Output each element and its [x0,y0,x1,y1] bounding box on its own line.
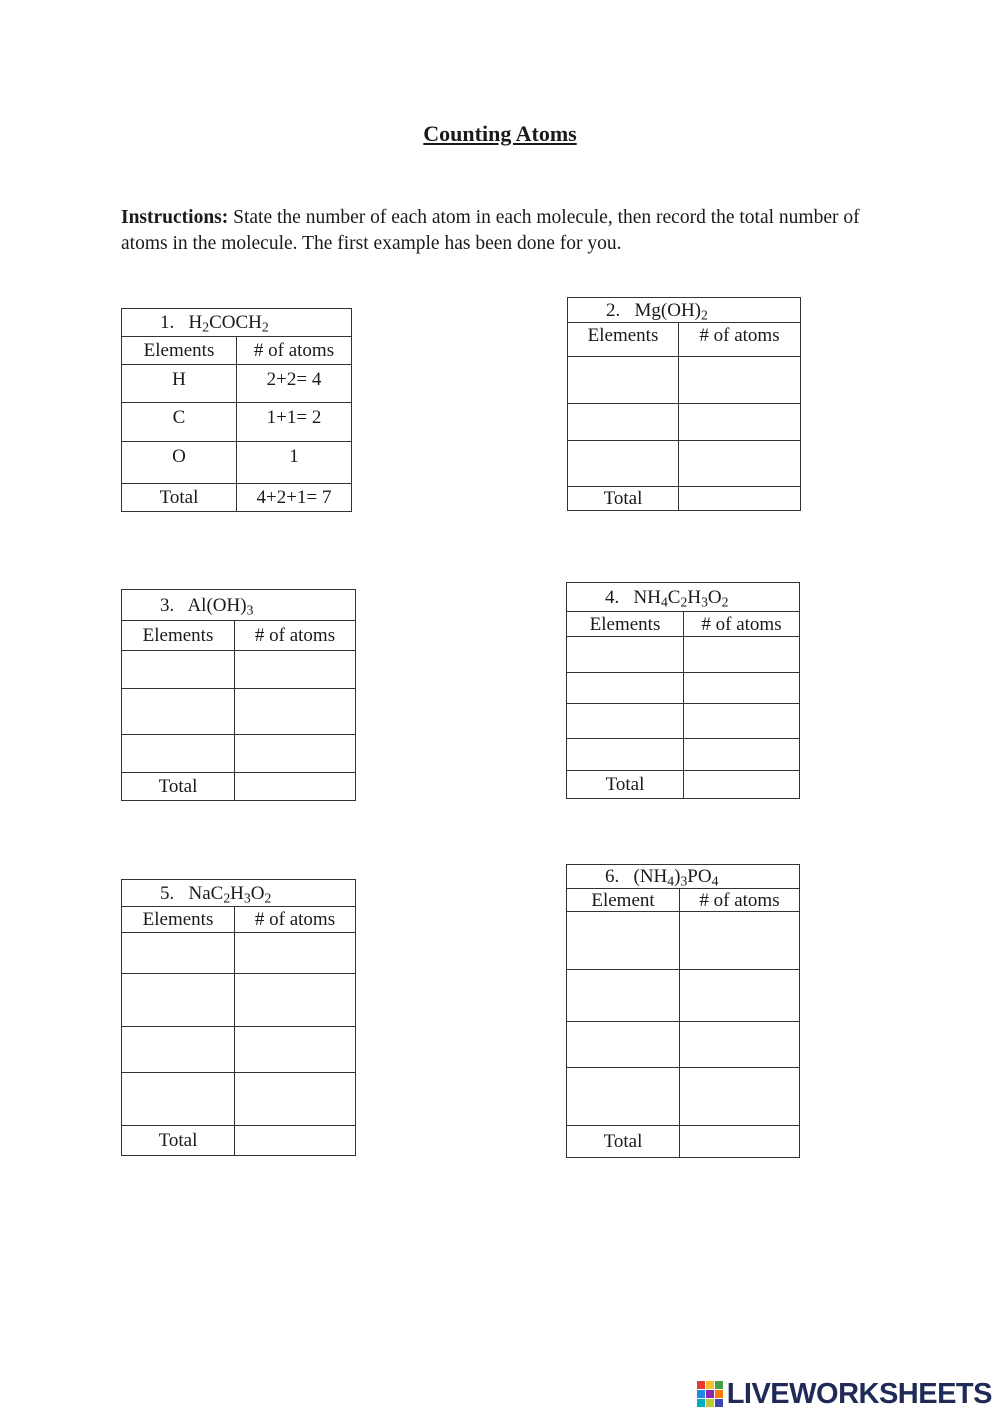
atoms-cell[interactable] [680,1022,800,1068]
molecule-formula [122,309,352,337]
table-row [122,735,356,773]
table-row [122,1027,356,1073]
column-header-row [122,621,356,651]
column-header-row [567,612,800,637]
atoms-cell[interactable] [679,404,801,441]
table-row [567,637,800,673]
question-number: 6. [605,866,620,887]
element-cell[interactable] [122,689,235,735]
molecule-formula [122,590,356,621]
table-row [122,365,352,403]
table-row [567,704,800,739]
formula-subscript: 4 [711,873,719,889]
formula-subscript: 2 [701,306,708,322]
total-value[interactable] [684,771,800,799]
table-row [122,442,352,484]
element-cell[interactable] [567,970,680,1022]
liveworksheets-wordmark: LIVEWORKSHEETS [726,1377,992,1410]
table-row [122,689,356,735]
atom-table-6 [566,864,800,1158]
formula-text: H [687,586,702,608]
element-cell[interactable] [568,404,679,441]
atoms-cell[interactable] [235,1027,356,1073]
column-header-element: Elements [122,907,235,933]
formula-text: NaC [188,882,224,904]
column-header-element: Elements [568,323,679,357]
atoms-cell[interactable] [684,637,800,673]
atoms-cell: 1+1= 2 [237,403,352,442]
atoms-cell[interactable] [235,651,356,689]
total-label: Total [567,1126,680,1158]
element-cell[interactable] [567,1068,680,1126]
formula-subscript: 3 [243,889,251,905]
column-header-atoms: # of atoms [680,889,800,912]
column-header-atoms: # of atoms [235,907,356,933]
formula-subscript: 2 [261,319,269,335]
atoms-cell[interactable] [235,974,356,1027]
element-cell[interactable] [568,357,679,404]
logo-square [706,1381,714,1389]
formula-subscript: 4 [667,873,675,889]
element-cell[interactable] [567,637,684,673]
table-row [122,403,352,442]
atoms-cell[interactable] [235,689,356,735]
table-row [568,441,801,487]
formula-subscript: 3 [246,601,254,617]
table-row [122,1073,356,1126]
table-row [568,357,801,404]
formula-text: ) [674,866,681,887]
column-header-atoms: # of atoms [684,612,800,637]
atoms-cell[interactable] [680,912,800,970]
logo-square [697,1399,705,1407]
total-label: Total [568,487,679,511]
element-cell[interactable] [567,912,680,970]
formula-row [122,590,356,621]
formula-text: O [250,882,265,904]
total-value: 4+2+1= 7 [237,484,352,512]
element-cell[interactable] [568,441,679,487]
element-cell: H [122,365,237,403]
logo-square [715,1381,723,1389]
element-cell[interactable] [567,739,684,771]
logo-square [715,1390,723,1398]
total-row [122,484,352,512]
table-row [567,1068,800,1126]
table-row [567,1022,800,1068]
total-label: Total [122,1126,235,1156]
formula-text: H [230,882,244,904]
liveworksheets-mark-icon [697,1381,723,1407]
total-row [567,771,800,799]
formula-text: H [188,312,203,333]
total-value[interactable] [235,773,356,801]
element-cell[interactable] [122,1073,235,1126]
atoms-cell[interactable] [680,1068,800,1126]
column-header-element: Elements [122,337,237,365]
formula-text: Al(OH) [187,594,247,616]
atoms-cell: 2+2= 4 [237,365,352,403]
column-header-atoms: # of atoms [235,621,356,651]
column-header-element: Elements [122,621,235,651]
atoms-cell[interactable] [679,441,801,487]
formula-subscript: 2 [202,319,210,335]
instructions-label: Instructions: [121,207,229,228]
atoms-cell[interactable] [235,735,356,773]
formula-subscript: 2 [721,593,729,609]
instructions [121,205,881,257]
table-row [567,970,800,1022]
table-row [122,651,356,689]
total-value[interactable] [235,1126,356,1156]
element-cell[interactable] [567,673,684,704]
formula-text: COCH [209,312,262,333]
column-header-atoms: # of atoms [237,337,352,365]
element-cell[interactable] [122,974,235,1027]
atoms-cell[interactable] [684,704,800,739]
formula-row [567,583,800,612]
atom-table-2 [567,297,801,511]
formula-text: NH [633,586,661,608]
formula-row [567,865,800,889]
element-cell[interactable] [567,1022,680,1068]
liveworksheets-logo [697,1379,992,1409]
column-header-element: Elements [567,612,684,637]
question-number: 2. [606,299,621,321]
element-cell[interactable] [567,704,684,739]
total-row [567,1126,800,1158]
element-cell[interactable] [122,1027,235,1073]
table-row [567,912,800,970]
atom-table-4 [566,582,800,799]
element-cell: C [122,403,237,442]
element-cell[interactable] [122,651,235,689]
column-header-row [122,907,356,933]
instructions-text: State the number of each atom in each molecule, then record the total number of atoms in the molecule. The first example has been done for you. [121,207,860,254]
formula-row [122,880,356,907]
table-row [567,739,800,771]
atom-table-3 [121,589,356,801]
formula-text: C [667,586,681,608]
total-label: Total [122,484,237,512]
atoms-cell[interactable] [235,1073,356,1126]
atoms-cell[interactable] [680,970,800,1022]
total-value[interactable] [680,1126,800,1158]
element-cell[interactable] [122,735,235,773]
formula-text: PO [687,866,712,887]
formula-row [568,298,801,323]
formula-text: Mg(OH) [634,299,701,321]
atom-table-1 [121,308,352,512]
formula-subscript: 2 [223,889,231,905]
molecule-formula [567,865,800,889]
formula-subscript: 3 [701,593,708,609]
atoms-cell[interactable] [679,357,801,404]
total-label: Total [122,773,235,801]
formula-subscript: 4 [660,593,668,609]
page-title: Counting Atoms [423,121,577,146]
formula-text: O [707,586,722,608]
formula-text: (NH [633,866,668,887]
atoms-cell: 1 [237,442,352,484]
column-header-atoms: # of atoms [679,323,801,357]
logo-square [697,1381,705,1389]
total-row [122,1126,356,1156]
formula-subscript: 3 [680,873,688,889]
formula-subscript: 2 [680,593,688,609]
element-cell[interactable] [122,933,235,974]
element-cell: O [122,442,237,484]
column-header-row [122,337,352,365]
formula-subscript: 2 [264,889,272,905]
logo-square [706,1390,714,1398]
formula-row [122,309,352,337]
logo-square [715,1399,723,1407]
question-number: 1. [160,312,175,333]
question-number: 5. [160,882,175,904]
logo-square [706,1399,714,1407]
total-row [122,773,356,801]
atoms-cell[interactable] [684,739,800,771]
atoms-cell[interactable] [684,673,800,704]
table-row [567,673,800,704]
molecule-formula [122,880,356,907]
question-number: 4. [605,586,620,608]
table-row [122,933,356,974]
logo-square [697,1390,705,1398]
table-row [122,974,356,1027]
column-header-element: Element [567,889,680,912]
table-row [568,404,801,441]
total-value[interactable] [679,487,801,511]
total-row [568,487,801,511]
atoms-cell[interactable] [235,933,356,974]
total-label: Total [567,771,684,799]
column-header-row [568,323,801,357]
column-header-row [567,889,800,912]
question-number: 3. [160,594,175,616]
molecule-formula [567,583,800,612]
molecule-formula [568,298,801,323]
atom-table-5 [121,879,356,1156]
